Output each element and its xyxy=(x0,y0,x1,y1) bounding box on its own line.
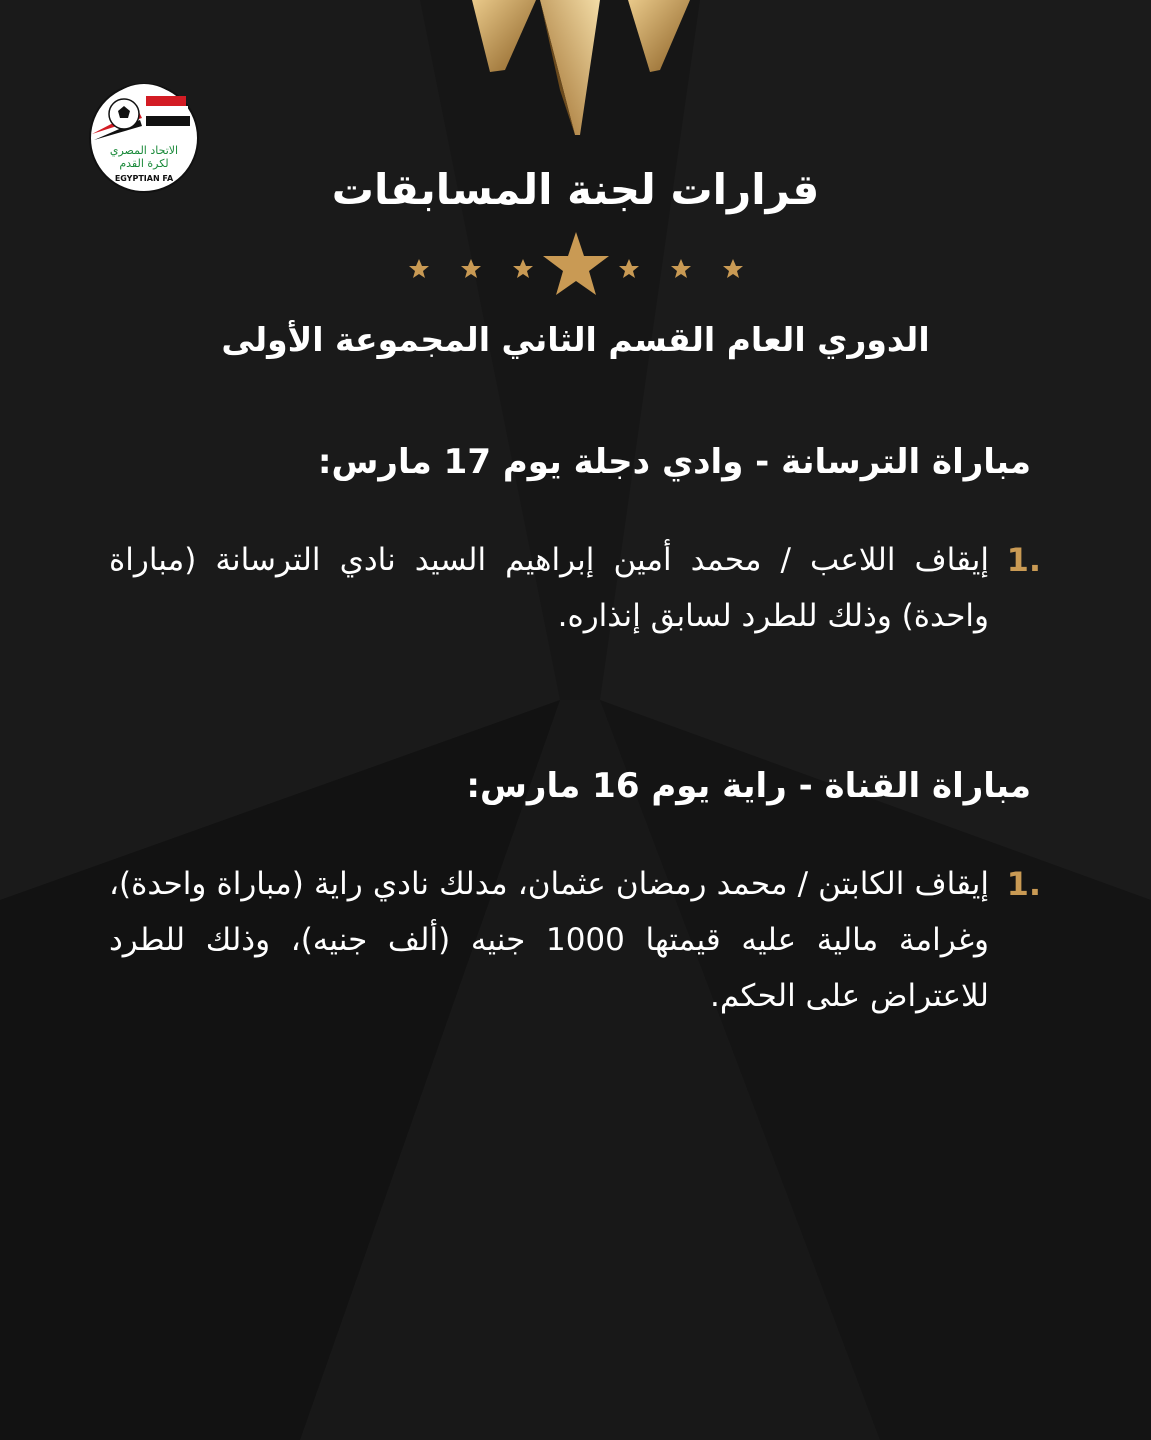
small-star-icon xyxy=(409,259,429,278)
page-subtitle: الدوري العام القسم الثاني المجموعة الأولى xyxy=(221,320,930,359)
item-text: إيقاف اللاعب / محمد أمين إبراهيم السيد نادي الترسانة (مباراة واحدة) وذلك للطرد لسابق إنذاره. xyxy=(109,542,989,634)
small-star-icon xyxy=(671,259,691,278)
match-heading: مباراة الترسانة - وادي دجلة يوم 17 مارس: xyxy=(317,442,1031,482)
small-star-icon xyxy=(513,259,533,278)
small-star-icon xyxy=(461,259,481,278)
stars-divider xyxy=(395,226,755,300)
item-number: .1 xyxy=(1006,865,1041,903)
logo-arabic-line2: لكرة القدم xyxy=(119,157,169,170)
logo-arabic-line1: الاتحاد المصري xyxy=(109,144,179,157)
item-text: إيقاف الكابتن / محمد رمضان عثمان، مدلك نادي راية (مباراة واحدة)، وغرامة مالية عليه قيمتها 1000 جنيه (ألف جنيه)، وذلك للطرد للاعتراض على الحكم. xyxy=(109,866,989,1014)
page-title: قرارات لجنة المسابقات xyxy=(331,165,820,214)
decision-item xyxy=(81,532,1041,644)
match-heading: مباراة القناة - راية يوم 16 مارس: xyxy=(466,766,1031,806)
small-star-icon xyxy=(723,259,743,278)
item-number: .1 xyxy=(1006,541,1041,579)
small-star-icon xyxy=(619,259,639,278)
logo-english: EGYPTIAN FA xyxy=(114,174,174,183)
decision-item xyxy=(81,856,1041,1024)
large-star-icon xyxy=(543,232,609,295)
